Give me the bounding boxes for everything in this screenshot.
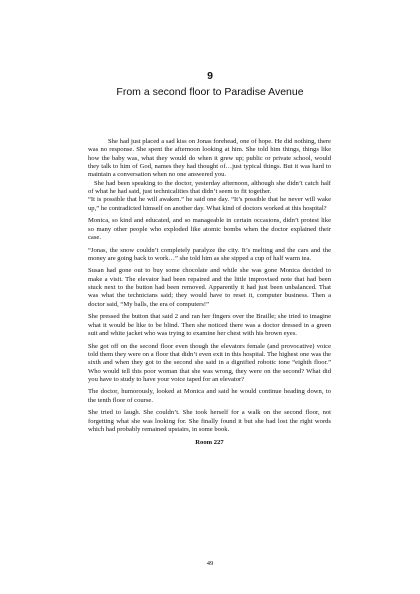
paragraph: She tried to laugh. She couldn’t. She took herself for a walk on the second floor, not forgetting what she was looking for. She finally found it but she had lost the right words which had probably remained upstairs, in some book. (88, 409, 331, 433)
paragraph: She had been speaking to the doctor, yesterday afternoon, although she didn’t catch half of what he had said, just technicalities that didn’t seem to fit together. (88, 179, 331, 196)
paragraph: Monica, so kind and educated, and so manageable in certain occasions, didn’t protest like so many other people who exploded like atomic bombs when the doctor explained their case. (88, 217, 331, 241)
body-text (88, 138, 331, 447)
paragraph: She got off on the second floor even though the elevators female (and provocative) voice told them they were on a floor that didn’t even exit in this hospital. The highest one was the sixth and when they got to the second she said in a dignified robotic tone “eighth floor.” Who would tell this poor woman that she was wrong, they were on the second? What did you have to study to have your voice taped for an elevator? (88, 342, 331, 383)
paragraph: The doctor, humorously, looked at Monica and said he would continue heading down, to the tenth floor of course. (88, 388, 331, 404)
chapter-number: 9 (207, 70, 213, 82)
paragraph: “It is possible that he will awaken.” he said one day. “It’s possible that he never will wake up,” he contradicted himself on another day. What kind of doctors worked at this hospital? (88, 196, 331, 212)
chapter-title: From a second floor to Paradise Avenue (116, 86, 304, 98)
paragraph: She pressed the button that said 2 and ran her fingers over the Braille; she tried to imagine what it would be like to be blind. Then she noticed there was a doctor dressed in a green suit and white jacket who was trying to examine her chest with his brown eyes. (88, 313, 331, 337)
section-heading: Room 227 (195, 438, 224, 446)
paragraph: Susan had gone out to buy some chocolate and while she was gone Monica decided to make a visit. The elevator had been repaired and the little improvised note that had been stuck next to the button had been removed. Apparently it had just been unbalanced. That was what the technicians said; they would have to reset it, computer business. Then a doctor said, “My balls, the era of computers!” (88, 267, 331, 308)
page-number: 49 (206, 560, 214, 567)
paragraph: She had just placed a sad kiss on Jonas forehead, one of hope. He did nothing, there was no response. She spent the afternoon looking at him. She told him things, things like how the baby was, what they would do when it grew up; public or private school, would they talk to him of God, names they had thought of…just typical things. But it was hard to maintain a conversation when no one answered you. (88, 138, 331, 179)
paragraph: “Jonas, the snow couldn’t completely paralyze the city. It’s melting and the cars and the money are going back to work…” she told him as she sipped a cup of half warm tea. (88, 246, 331, 262)
